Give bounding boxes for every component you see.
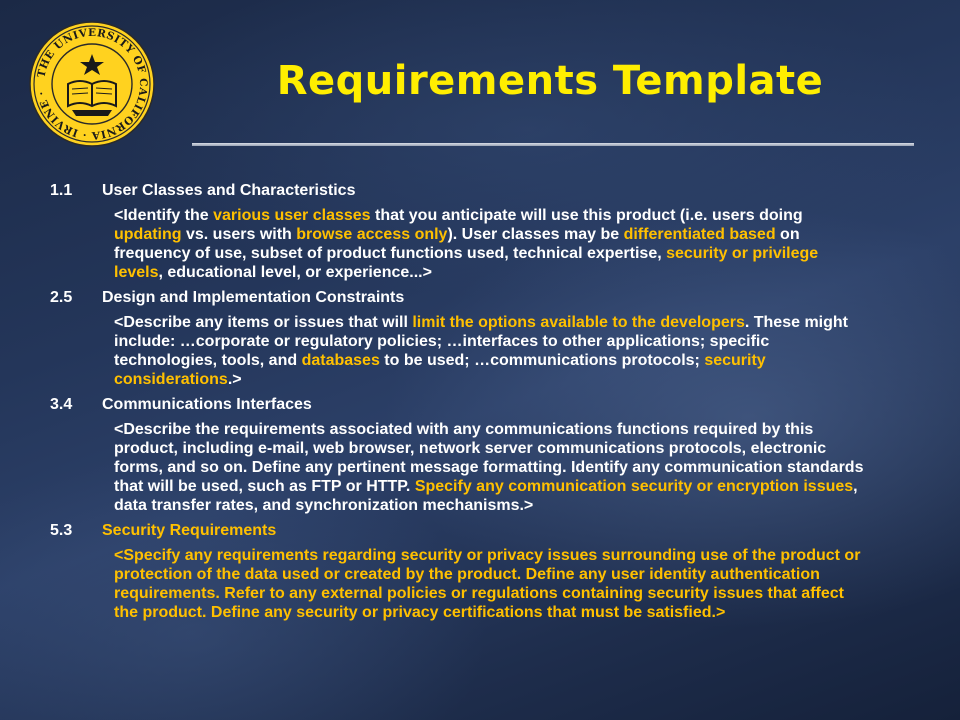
- body-text: on frequency of use, subset of product functions used, technical expertise,: [114, 226, 800, 262]
- section-description: [114, 313, 870, 389]
- highlighted-text: security or privilege levels: [114, 245, 819, 281]
- body-text: <Specify any requirements regarding security or privacy issues surrounding use of the product or protection of the data used or created by the product. Define any user identity authentication requirements. Refer to any external policies or regulations containing security issues that affect the product. Define any security or privacy certifications that must be satisfied.>: [114, 547, 861, 621]
- highlighted-text: databases: [301, 352, 380, 369]
- title-underline: [192, 143, 914, 146]
- section-heading: [50, 521, 880, 540]
- body-text: , data transfer rates, and synchronization mechanisms.>: [114, 478, 858, 514]
- highlighted-text: differentiated based: [623, 226, 776, 243]
- section-number: 1.1: [50, 182, 73, 199]
- body-text: ). User classes may be: [447, 226, 624, 243]
- body-text: that you anticipate will use this product (i.e. users doing: [370, 207, 803, 224]
- section-title: Communications Interfaces: [102, 396, 312, 413]
- section-number: 5.3: [50, 522, 73, 539]
- highlighted-text: updating: [114, 226, 182, 243]
- section-description: [114, 420, 870, 515]
- highlighted-text: limit the options available to the developers: [412, 314, 745, 331]
- body-text: <Describe the requirements associated with any communications functions required by this product, including e-mail, web browser, network server communications protocols, electronic forms, and so on. Define any pertinent message formatting. Identify any communication standards that will be used, such as FTP or HTTP.: [114, 421, 864, 495]
- section-description: [114, 206, 870, 282]
- body-text: <Describe any items or issues that will: [114, 314, 413, 331]
- section-description: [114, 546, 870, 622]
- section-heading: [50, 288, 880, 307]
- highlighted-text: various user classes: [213, 207, 371, 224]
- section-heading: [50, 395, 880, 414]
- section-heading: [50, 181, 880, 200]
- section-number: 3.4: [50, 396, 73, 413]
- section-title: Security Requirements: [102, 522, 277, 539]
- body-text: . These might include: …corporate or regulatory policies; …interfaces to other applications; specific technologies, tools, and: [114, 314, 848, 369]
- highlighted-text: security considerations: [114, 352, 766, 388]
- body-text: to be used; …communications protocols;: [379, 352, 705, 369]
- body-text: , educational level, or experience...>: [158, 264, 432, 281]
- requirements-sections: [50, 181, 880, 628]
- body-text: vs. users with: [181, 226, 297, 243]
- slide-title: Requirements Template: [276, 58, 824, 104]
- section-number: 2.5: [50, 289, 73, 306]
- university-seal-logo: [28, 20, 156, 148]
- highlighted-text: Specify any communication security or encryption issues: [414, 478, 854, 495]
- section-title: User Classes and Characteristics: [102, 182, 356, 199]
- section-title: Design and Implementation Constraints: [102, 289, 405, 306]
- highlighted-text: browse access only: [296, 226, 448, 243]
- body-text: .>: [227, 371, 242, 388]
- body-text: <Identify the: [114, 207, 214, 224]
- svg-text:THE UNIVERSITY OF CALIFORNIA ·: THE UNIVERSITY OF CALIFORNIA · IRVINE ·: [35, 26, 150, 142]
